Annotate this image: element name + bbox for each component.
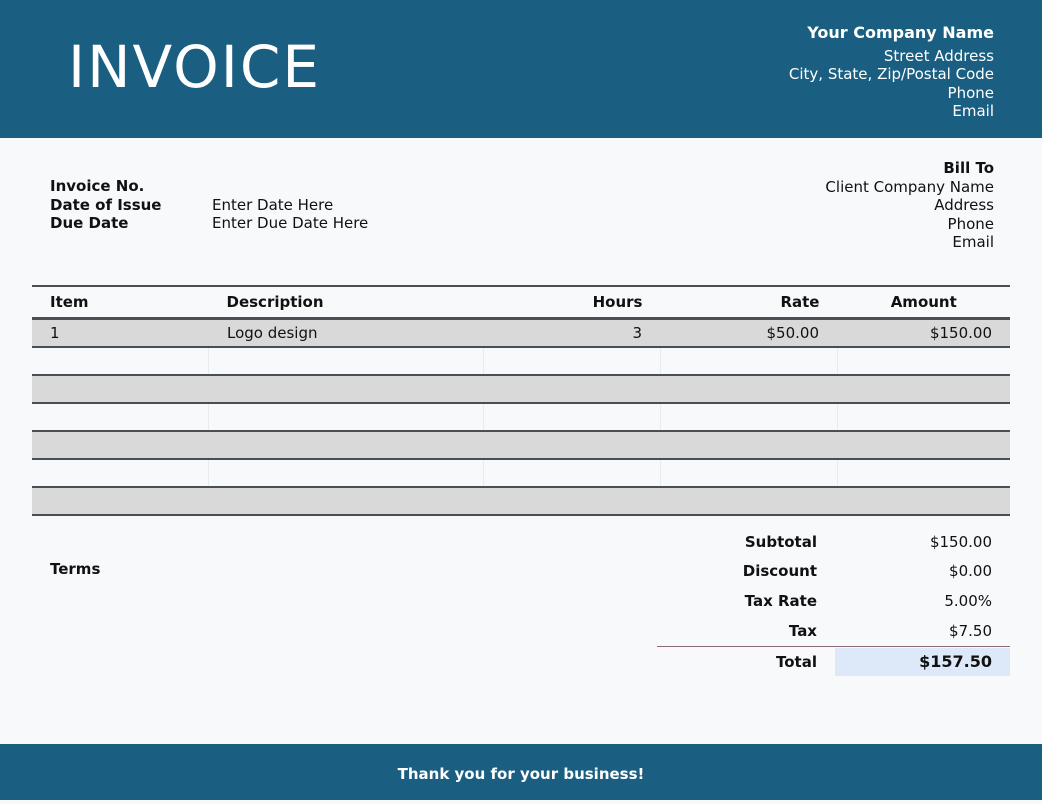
company-email[interactable]: Email xyxy=(952,102,994,120)
subtotal-value[interactable]: $150.00 xyxy=(929,532,992,551)
row-cell[interactable] xyxy=(484,375,661,403)
table-row xyxy=(32,375,1010,403)
row-cell[interactable] xyxy=(661,431,838,459)
client-email[interactable]: Email xyxy=(952,233,994,251)
row-amount[interactable]: $150.00 xyxy=(838,319,1011,348)
header-item: Item xyxy=(32,286,209,319)
discount-value[interactable]: $0.00 xyxy=(949,562,992,581)
discount-label: Discount xyxy=(742,562,817,581)
issue-date-value[interactable]: Enter Date Here xyxy=(212,195,334,214)
tax-value[interactable]: $7.50 xyxy=(949,621,992,640)
tax-rate-value[interactable]: 5.00% xyxy=(944,591,992,610)
table-row xyxy=(32,459,1010,487)
row-description[interactable]: Logo design xyxy=(209,319,484,348)
header-rate: Rate xyxy=(661,286,838,319)
row-hours[interactable]: 3 xyxy=(484,319,661,348)
client-address[interactable]: Address xyxy=(934,196,994,214)
row-cell[interactable] xyxy=(32,431,209,459)
due-date-label: Due Date xyxy=(50,214,129,232)
row-cell[interactable] xyxy=(661,459,838,487)
bill-to xyxy=(825,159,994,252)
tax-label: Tax xyxy=(788,621,817,640)
row-cell[interactable] xyxy=(32,375,209,403)
row-cell[interactable] xyxy=(661,487,838,515)
row-rate[interactable]: $50.00 xyxy=(661,319,838,348)
header-hours: Hours xyxy=(484,286,661,319)
subtotal-label: Subtotal xyxy=(744,532,817,551)
row-cell[interactable] xyxy=(209,347,484,375)
row-cell[interactable] xyxy=(661,403,838,431)
table-row xyxy=(32,347,1010,375)
row-cell[interactable] xyxy=(484,431,661,459)
table-row xyxy=(32,487,1010,515)
total-label: Total xyxy=(776,653,817,672)
row-cell[interactable] xyxy=(209,459,484,487)
invoice-title[interactable]: INVOICE xyxy=(68,33,322,101)
row-item[interactable]: 1 xyxy=(32,319,209,348)
line-items-table xyxy=(32,285,1010,516)
row-cell[interactable] xyxy=(32,487,209,515)
company-city[interactable]: City, State, Zip/Postal Code xyxy=(788,65,994,83)
row-cell[interactable] xyxy=(484,487,661,515)
row-cell[interactable] xyxy=(838,431,1011,459)
due-date-value[interactable]: Enter Due Date Here xyxy=(212,214,369,232)
row-cell[interactable] xyxy=(838,459,1011,487)
row-cell[interactable] xyxy=(209,431,484,459)
table-row xyxy=(32,319,1010,348)
row-cell[interactable] xyxy=(209,403,484,431)
row-cell[interactable] xyxy=(484,403,661,431)
invoice-header xyxy=(0,0,1042,138)
row-cell[interactable] xyxy=(209,487,484,515)
row-cell[interactable] xyxy=(838,375,1011,403)
thank-you-message[interactable]: Thank you for your business! xyxy=(397,765,645,783)
row-cell[interactable] xyxy=(661,375,838,403)
terms-label: Terms xyxy=(50,560,101,578)
invoice-summary xyxy=(657,527,1010,677)
bill-to-label: Bill To xyxy=(943,159,994,177)
total-value[interactable]: $157.50 xyxy=(835,648,1010,676)
company-name[interactable]: Your Company Name xyxy=(807,23,994,42)
row-cell[interactable] xyxy=(484,347,661,375)
row-cell[interactable] xyxy=(209,375,484,403)
tax-rate-label: Tax Rate xyxy=(744,591,817,610)
row-cell[interactable] xyxy=(838,347,1011,375)
invoice-footer xyxy=(0,744,1042,800)
invoice-number-label: Invoice No. xyxy=(50,177,145,195)
row-cell[interactable] xyxy=(32,459,209,487)
row-cell[interactable] xyxy=(661,347,838,375)
invoice-details xyxy=(50,177,368,233)
header-description: Description xyxy=(209,286,484,319)
row-cell[interactable] xyxy=(838,487,1011,515)
table-header-row xyxy=(32,286,1010,319)
row-cell[interactable] xyxy=(32,347,209,375)
issue-date-label: Date of Issue xyxy=(50,195,162,214)
company-info xyxy=(789,24,994,121)
company-street[interactable]: Street Address xyxy=(883,46,994,65)
table-row xyxy=(32,403,1010,431)
company-phone[interactable]: Phone xyxy=(947,83,994,102)
row-cell[interactable] xyxy=(838,403,1011,431)
row-cell[interactable] xyxy=(32,403,209,431)
row-cell[interactable] xyxy=(484,459,661,487)
header-amount: Amount xyxy=(838,286,1011,319)
client-phone[interactable]: Phone xyxy=(947,214,994,233)
client-company[interactable]: Client Company Name xyxy=(825,177,994,196)
table-row xyxy=(32,431,1010,459)
